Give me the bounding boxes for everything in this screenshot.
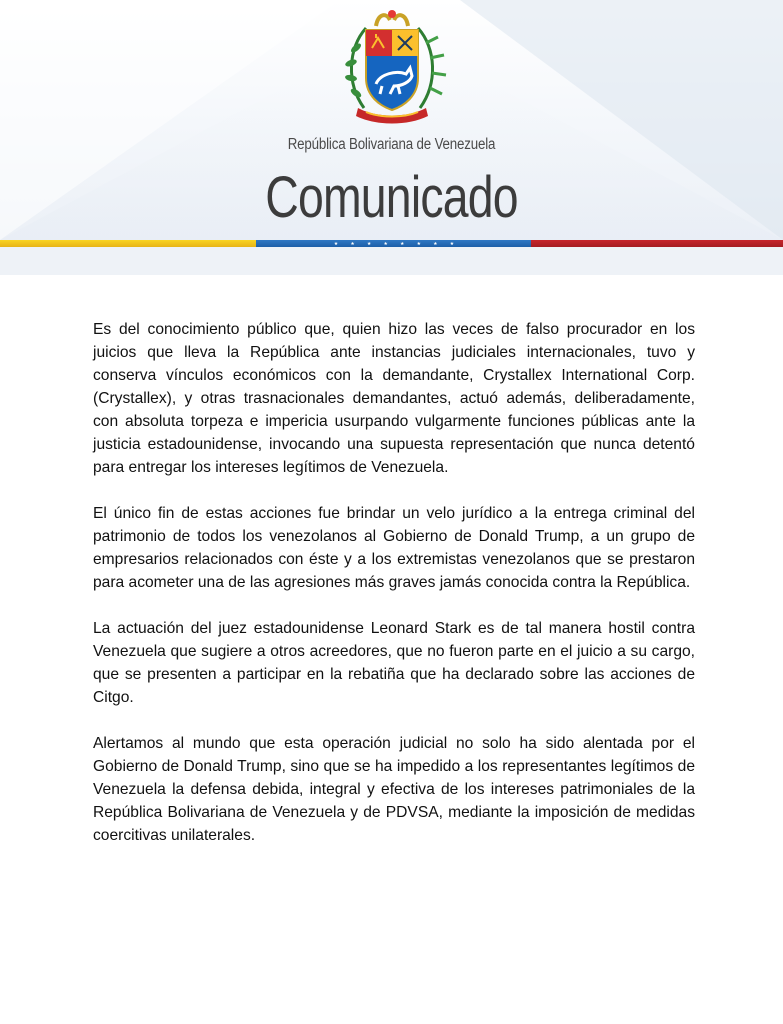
star-icon <box>417 242 421 246</box>
paragraph-2: El único fin de estas acciones fue brindar un velo jurídico a la entrega criminal del patrimonio de todos los venezolanos al Gobierno de Donald Trump, a un grupo de empresarios relacionados con éste y a los extremistas venezolanos que se prestaron para acometer una de las agresiones más graves jamás conocida contra la República. <box>93 505 695 591</box>
issuer-subtitle: República Bolivariana de Venezuela <box>287 136 496 153</box>
flag-stripe-red <box>531 240 783 247</box>
paragraph-4: Alertamos al mundo que esta operación judicial no solo ha sido alentada por el Gobierno de Donald Trump, sino que se ha impedido a los representantes legítimos de Venezuela la defensa debida, integral y efectiva de los intereses patrimoniales de la República Bolivariana de Venezuela y de PDVSA, mediante la imposición de medidas coercitivas unilaterales. <box>93 735 695 844</box>
star-icon <box>384 242 388 246</box>
paragraph-1: Es del conocimiento público que, quien hizo las veces de falso procurador en los juicios que lleva la República ante instancias judiciales internacionales, tuvo y conserva vínculos económicos con la demandante, Crystallex International Corp. (Crystallex), y otras trasnacionales demandantes, actuó además, deliberadamente, con absoluta torpeza e impericia usurpando vulgarmente funciones públicas ante la justicia estadounidense, invocando una supuesta representación que nunca detentó para entregar los intereses legítimos de Venezuela. <box>93 321 695 476</box>
star-icon <box>433 242 437 246</box>
letterhead <box>0 0 783 275</box>
star-icon <box>400 242 404 246</box>
paragraph-3: La actuación del juez estadounidense Leonard Stark es de tal manera hostil contra Venezuela que sugiere a otros acreedores, que no fueron parte en el juicio a su cargo, que se presenten a participar en la rebatiña que ha declarado sobre las acciones de Citgo. <box>93 620 695 706</box>
star-icon <box>367 242 371 246</box>
flag-stripe-yellow <box>0 240 256 247</box>
star-icon <box>334 242 338 246</box>
communique-body <box>93 318 695 870</box>
star-icon <box>351 242 355 246</box>
coat-of-arms-icon <box>336 8 448 126</box>
page-title: Comunicado <box>265 165 518 230</box>
star-icon <box>450 242 454 246</box>
flag-stars <box>334 240 454 247</box>
